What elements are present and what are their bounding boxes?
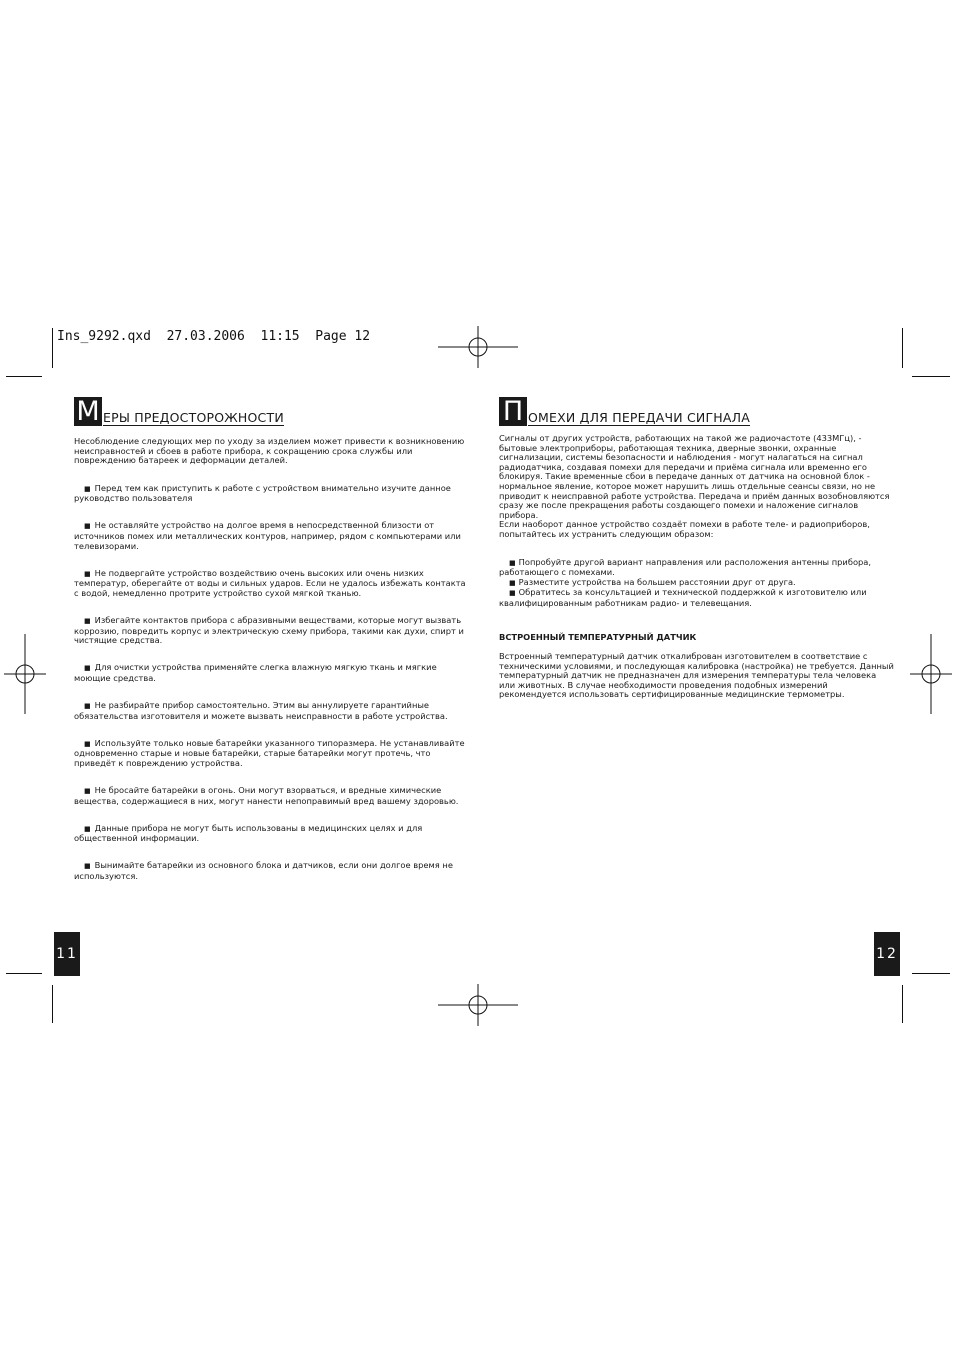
left-column	[74, 437, 466, 899]
list-item: ■ Используйте только новые батарейки указанного типоразмера. Не устанавливайте одновременно старые и новые батарейки, старые батарейки могут протечь, что приведёт к повреждению устройства.	[74, 737, 465, 768]
registration-mark-right	[910, 634, 952, 714]
list-item: ■ Не разбирайте прибор самостоятельно. Этим вы аннулируете гарантийные обязательства изготовителя и можете вызвать неисправности в работе устройства.	[74, 700, 448, 721]
right-heading-text: ОМЕХИ ДЛЯ ПЕРЕДАЧИ СИГНАЛА	[528, 410, 750, 425]
right-intro: Сигналы от других устройств, работающих на такой же радиочастоте (433МГц), - бытовые электроприборы, работающая техника, дверные звонки, охранные сигнализации, системы безопасности и наблюдения - могут налагаться на сигнал радиодатчика, создавая помехи для передачи и приёма сигнала или временно его блокируя. Такие временные сбои в передаче данных от датчика на основной блок - нормальное явление, которое может нарушить лишь отдельные сеансы связи, но не приводит к неисправной работе устройства. Передача и приём данных возобновляются сразу же после прекращения работы создающего помехи и наложение сигналов прибора.	[499, 433, 890, 520]
list-item: ■ Не оставляйте устройство на долгое время в непосредственной близости от источников помех или металлических контуров, например, рядом с компьютерами или телевизорами.	[74, 520, 461, 551]
bullet-icon: ■	[84, 739, 91, 748]
crop-mark	[902, 328, 903, 368]
list-item: ■ Вынимайте батарейки из основного блока и датчиков, если они долгое время не используются.	[74, 860, 453, 881]
list-item: ■ Не бросайте батарейки в огонь. Они могут взорваться, и вредные химические вещества, содержащиеся в них, могут нанести непоправимый вред вашему здоровью.	[74, 784, 459, 806]
right-heading-initial: П	[499, 397, 527, 426]
bullet-icon: ■	[84, 569, 91, 578]
bullet-icon: ■	[84, 702, 91, 710]
crop-mark	[52, 985, 53, 1023]
bullet-icon: ■	[84, 484, 91, 493]
page-number-right: 12	[874, 932, 900, 976]
registration-mark-top	[438, 326, 518, 368]
crop-mark	[6, 973, 42, 974]
bullet-icon: ■	[84, 664, 91, 673]
list-item: ■ Разместите устройства на большем расстоянии друг от друга.	[509, 576, 796, 587]
list-item: ■ Не подвергайте устройство воздействию очень высоких или очень низких температур, оберегайте от воды и сильных ударов. Если не удалось избежать контакта с водой, немедленно протрите устройство сухой мягкой тканью.	[74, 567, 466, 598]
crop-mark	[902, 985, 903, 1023]
sensor-subheading: ВСТРОЕННЫЙ ТЕМПЕРАТУРНЫЙ ДАТЧИК	[499, 631, 697, 642]
list-item: ■ Избегайте контактов прибора с абразивными веществами, которые могут вызвать коррозию, повредить корпус и электрическую схему прибора, такими как духи, спирт и чистящие средства.	[74, 615, 464, 646]
crop-mark	[912, 376, 950, 377]
list-item: ■ Перед тем как приступить к работе с устройством внимательно изучите данное руководство пользователя	[74, 482, 451, 504]
registration-mark-left	[4, 634, 46, 714]
left-heading	[74, 396, 284, 426]
bullet-icon: ■	[509, 578, 516, 587]
crop-mark	[912, 973, 950, 974]
right-heading	[499, 396, 750, 426]
list-item: ■ Для очистки устройства применяйте слегка влажную мягкую ткань и мягкие моющие средства.	[74, 662, 437, 683]
crop-mark	[6, 376, 42, 377]
page-number-left: 11	[54, 932, 80, 976]
bullet-icon: ■	[509, 558, 516, 567]
list-item: ■ Данные прибора не могут быть использованы в медицинских целях и для общественной информации.	[74, 822, 423, 844]
list-item: ■ Попробуйте другой вариант направления или расположения антенны прибора, работающего с помехами.	[499, 556, 872, 578]
bullet-icon: ■	[84, 824, 91, 833]
left-heading-text: ЕРЫ ПРЕДОСТОРОЖНОСТИ	[103, 410, 284, 425]
right-column	[499, 434, 894, 700]
right-intro-2: Если наоборот данное устройство создаёт помехи в работе теле- и радиоприборов, попытайтесь их устранить следующим образом:	[499, 519, 870, 539]
bullet-icon: ■	[84, 522, 91, 531]
bullet-icon: ■	[84, 617, 91, 626]
file-slug: Ins_9292.qxd 27.03.2006 11:15 Page 12	[57, 329, 371, 344]
left-intro: Несоблюдение следующих мер по уходу за изделием может привести к возникновению неисправностей и сбоев в работе прибора, к сокращению срока службы или повреждению батареек и деформации деталей.	[74, 436, 465, 466]
left-heading-initial: М	[74, 397, 102, 426]
bullet-icon: ■	[84, 862, 91, 871]
list-item: ■ Обратитесь за консультацией и технической поддержкой к изготовителю или квалифицированным работникам радио- и телевещания.	[499, 587, 867, 608]
crop-mark	[52, 328, 53, 368]
sensor-text: Встроенный температурный датчик откалиброван изготовителем в соответствие с техническими условиями, и последующая калибровка (настройка) не требуется. Данный температурный датчик не предназначен для измерения температуры тела человека или животных. В случае необходимости проведения подобных измерений рекомендуется использовать сертифицированные медицинские термометры.	[499, 651, 894, 700]
bullet-icon: ■	[84, 786, 91, 795]
bullet-icon: ■	[509, 589, 516, 598]
registration-mark-bottom	[438, 984, 518, 1026]
